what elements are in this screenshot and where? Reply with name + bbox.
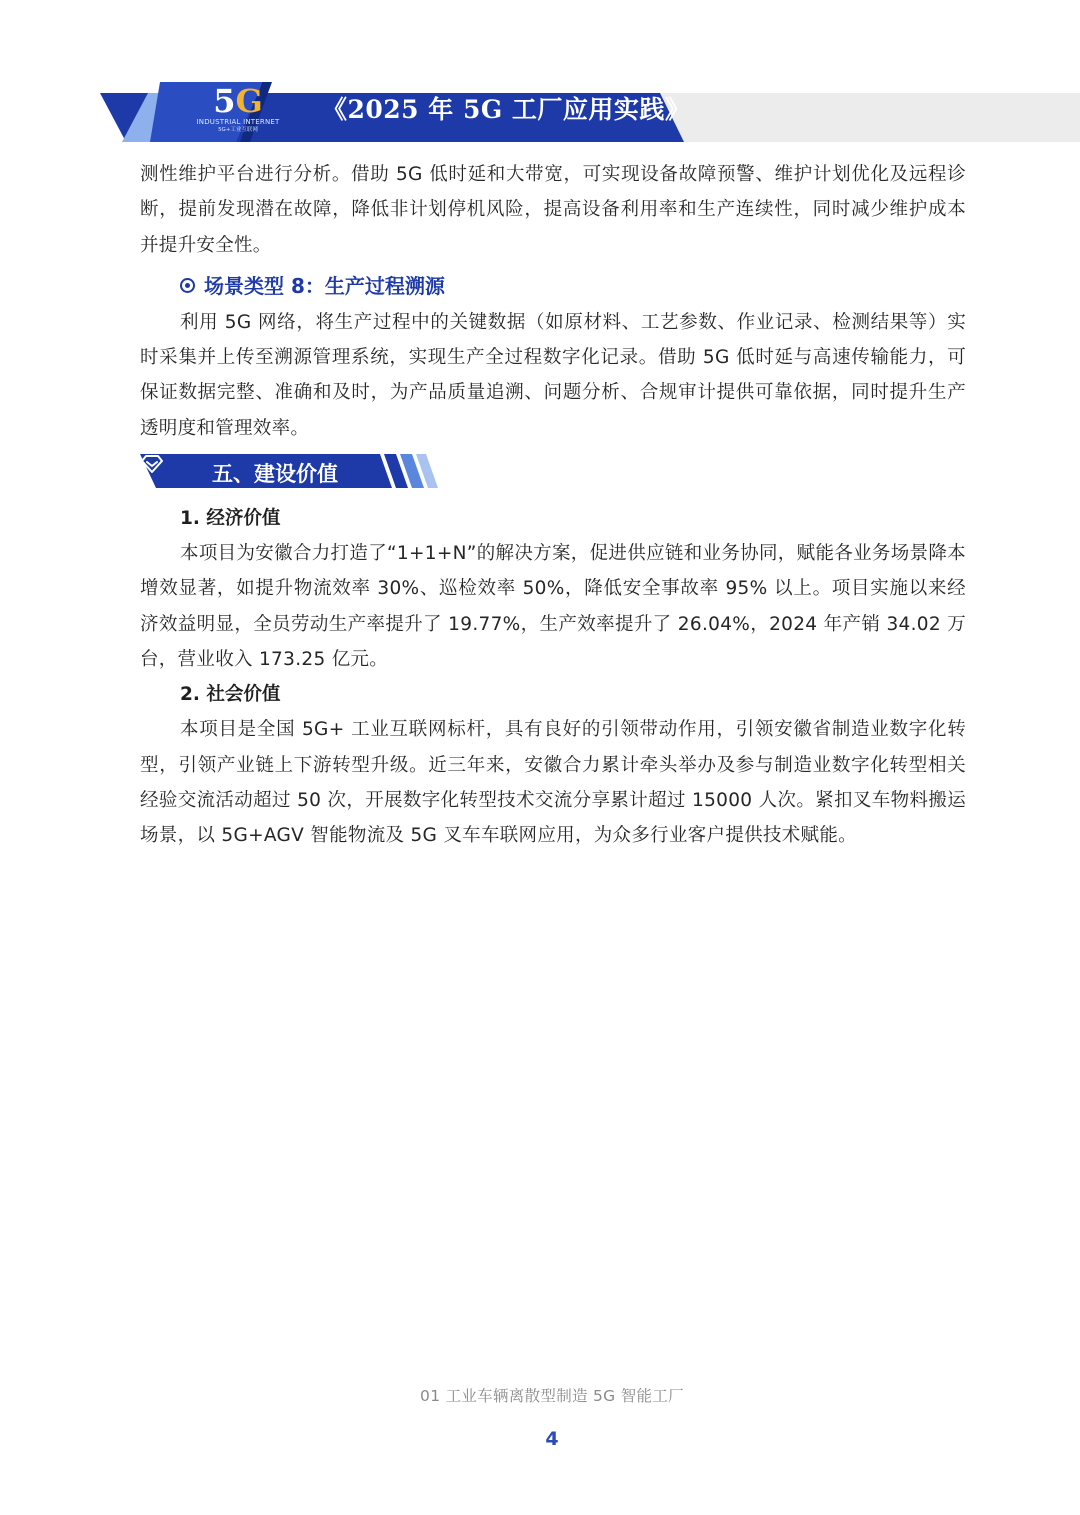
subsection-paragraph-economic: 本项目为安徽合力打造了“1+1+N”的解决方案，促进供应链和业务协同，赋能各业务场景降本增效显著，如提升物流效率 30%、巡检效率 50%，降低安全事故率 95% 以上。项目实施以来经济效益明显，全员劳动生产率提升了 19.77%，生产效率提升了 26.04%，2024 年产销 34.02 万台，营业收入 173.25 亿元。: [140, 543, 966, 670]
subsection-paragraph-social: 本项目是全国 5G+ 工业互联网标杆，具有良好的引领带动作用，引领安徽省制造业数字化转型，引领产业链上下游转型升级。近三年来，安徽合力累计牵头举办及参与制造业数字化转型相关经验交流活动超过 50 次，开展数字化转型技术交流分享累计超过 15000 人次。紧扣叉车物料搬运场景，以 5G+AGV 智能物流及 5G 叉车车联网应用，为众多行业客户提供技术赋能。: [140, 719, 966, 847]
section-title: 五、建设价值: [212, 461, 338, 487]
header-title: 《2025 年 5G 工厂应用实践》: [322, 95, 691, 124]
subsection-heading-social: 2. 社会价值: [180, 684, 281, 706]
scene-paragraph: 利用 5G 网络，将生产过程中的关键数据（如原材料、工艺参数、作业记录、检测结果等）实时采集并上传至溯源管理系统，实现生产全过程数字化记录。借助 5G 低时延与高速传输能力，可保证数据完整、准确和及时，为产品质量追溯、问题分析、合规审计提供可靠依据，同时提升生产透明度和管理效率。: [140, 311, 966, 439]
page-number: 4: [545, 1428, 559, 1450]
logo-chinese-text: 5G+工业互联网: [218, 127, 258, 133]
header-logo: [196, 84, 280, 140]
scene-heading: [180, 270, 966, 302]
page-content: [140, 157, 966, 853]
diamond-icon: [140, 454, 164, 474]
section-banner: [140, 454, 966, 494]
logo-english-text: INDUSTRIAL INTERNET: [196, 118, 280, 126]
logo-letter: G: [235, 82, 263, 120]
footer-caption: 01 工业车辆离散型制造 5G 智能工厂: [420, 1387, 684, 1405]
subsection-heading-economic: 1. 经济价值: [180, 508, 281, 530]
page-header: [0, 78, 1080, 142]
intro-paragraph: 测性维护平台进行分析。借助 5G 低时延和大带宽，可实现设备故障预警、维护计划优化及远程诊断，提前发现潜在故障，降低非计划停机风险，提高设备利用率和生产连续性，同时减少维护成本并提升安全性。: [140, 164, 966, 256]
target-icon: [180, 278, 195, 293]
logo-digit: 5: [213, 82, 236, 120]
scene-heading-text: 场景类型 8：生产过程溯源: [204, 273, 445, 298]
